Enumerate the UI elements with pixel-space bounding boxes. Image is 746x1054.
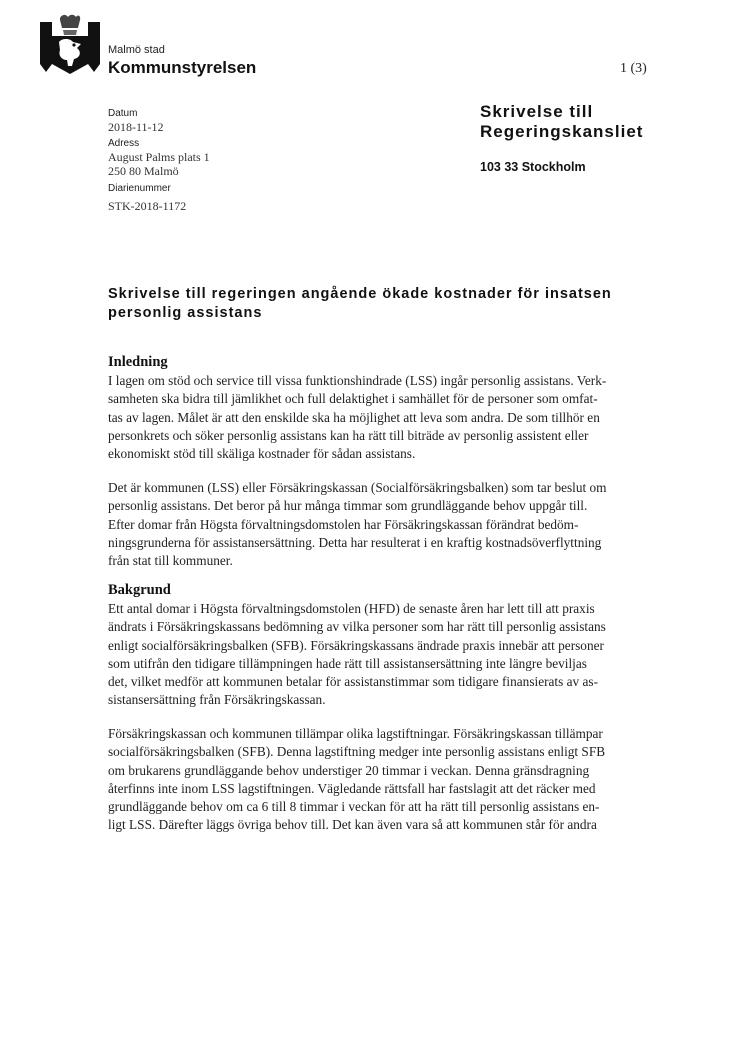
date-label: Datum [108,108,138,119]
text-line: Försäkringskassan och kommunen tillämpar olika lagstiftningar. Försäkringskassan tillämpar [108,726,603,741]
diary-number-label: Diarienummer [108,183,171,194]
text-line: ändrats i Försäkringskassans bedömning av vilka personer som har rätt till personlig assistans [108,619,606,635]
section-heading-inledning: Inledning [108,354,168,370]
recipient-line-1: Skrivelse till [480,102,594,121]
address-label: Adress [108,138,140,149]
text-line: Efter domar från Högsta förvaltningsdomstolen har Försäkringskassan förändrat bedöm- [108,516,579,532]
organization-name: Malmö stad [108,44,165,56]
malmo-coat-of-arms-logo [40,14,100,76]
text-line: enligt socialförsäkringsbalken (SFB). Försäkringskassans ändrade praxis innebär att personer [108,637,604,653]
paragraph [108,600,606,710]
department-name: Kommunstyrelsen [108,58,257,77]
text-line: om brukarens grundläggande behov understiger 20 timmar i veckan. Denna gränsdragning [108,762,590,778]
recipient-line-2: Regeringskansliet [480,122,644,141]
text-line: socialförsäkringsbalken (SFB). Denna lagstiftning medger inte personlig assistans enligt SFB [108,744,606,760]
text-line: sistansersättning från Försäkringskassan. [108,692,326,708]
section-heading-bakgrund: Bakgrund [108,582,171,598]
paragraph [108,479,607,570]
text-line: ligt LSS. Därefter läggs övriga behov till. Det kan även vara så att kommunen står för andra [108,817,597,833]
document-title-line-1: Skrivelse till regeringen angående ökade kostnader för insatsen [108,286,612,302]
text-line: samheten ska bidra till jämlikhet och full delaktighet i samhället för de personer som omfat- [108,391,598,407]
address-line-2: 250 80 Malmö [108,164,179,178]
paragraph [108,725,605,835]
text-line: från stat till kommuner. [108,553,233,569]
text-line: personkrets och söker personlig assistans kan ha rätt till biträde av personlig assistent eller [108,427,589,443]
text-line: personlig assistans. Det beror på hur många timmar som grundläggande behov uppgår till. [108,498,588,514]
text-line: Ett antal domar i Högsta förvaltningsdomstolen (HFD) de senaste åren har lett till att praxis [108,601,595,616]
page-number: 1 (3) [620,61,647,76]
text-line: grundläggande behov om ca 6 till 8 timmar i veckan för att ha rätt till personlig assistans en- [108,799,600,815]
text-line: I lagen om stöd och service till vissa funktionshindrade (LSS) ingår personlig assistans. Verk- [108,373,607,388]
diary-number-value: STK-2018-1172 [108,199,187,213]
text-line: det, vilket medför att kommunen betalar för assistanstimmar som tidigare finansierats av as- [108,674,598,690]
paragraph [108,372,606,463]
text-line: ningsgrunderna för assistansersättning. Detta har resulterat i en kraftig kostnadsöverflyttning [108,534,602,550]
date-value: 2018-11-12 [108,120,164,134]
text-line: tas av lagen. Målet är att den enskilde ska ha möjlighet att leva som andra. De som tillhör en [108,409,600,425]
document-title-line-2: personlig assistans [108,305,263,321]
document-title [108,285,668,323]
recipient-address: 103 33 Stockholm [480,160,586,174]
address-line-1: August Palms plats 1 [108,150,210,164]
text-line: återfinns inte inom LSS lagstiftningen. Vägledande rättsfall har fastslagit att det räcker med [108,780,596,796]
text-line: som utifrån den tidigare tillämpningen hade rätt till assistansersättning inte längre beviljas [108,655,587,671]
text-line: ekonomiskt stöd till skäliga kostnader för sådan assistans. [108,446,416,462]
recipient-title [480,102,643,142]
text-line: Det är kommunen (LSS) eller Försäkringskassan (Socialförsäkringsbalken) som tar beslut om [108,480,607,495]
